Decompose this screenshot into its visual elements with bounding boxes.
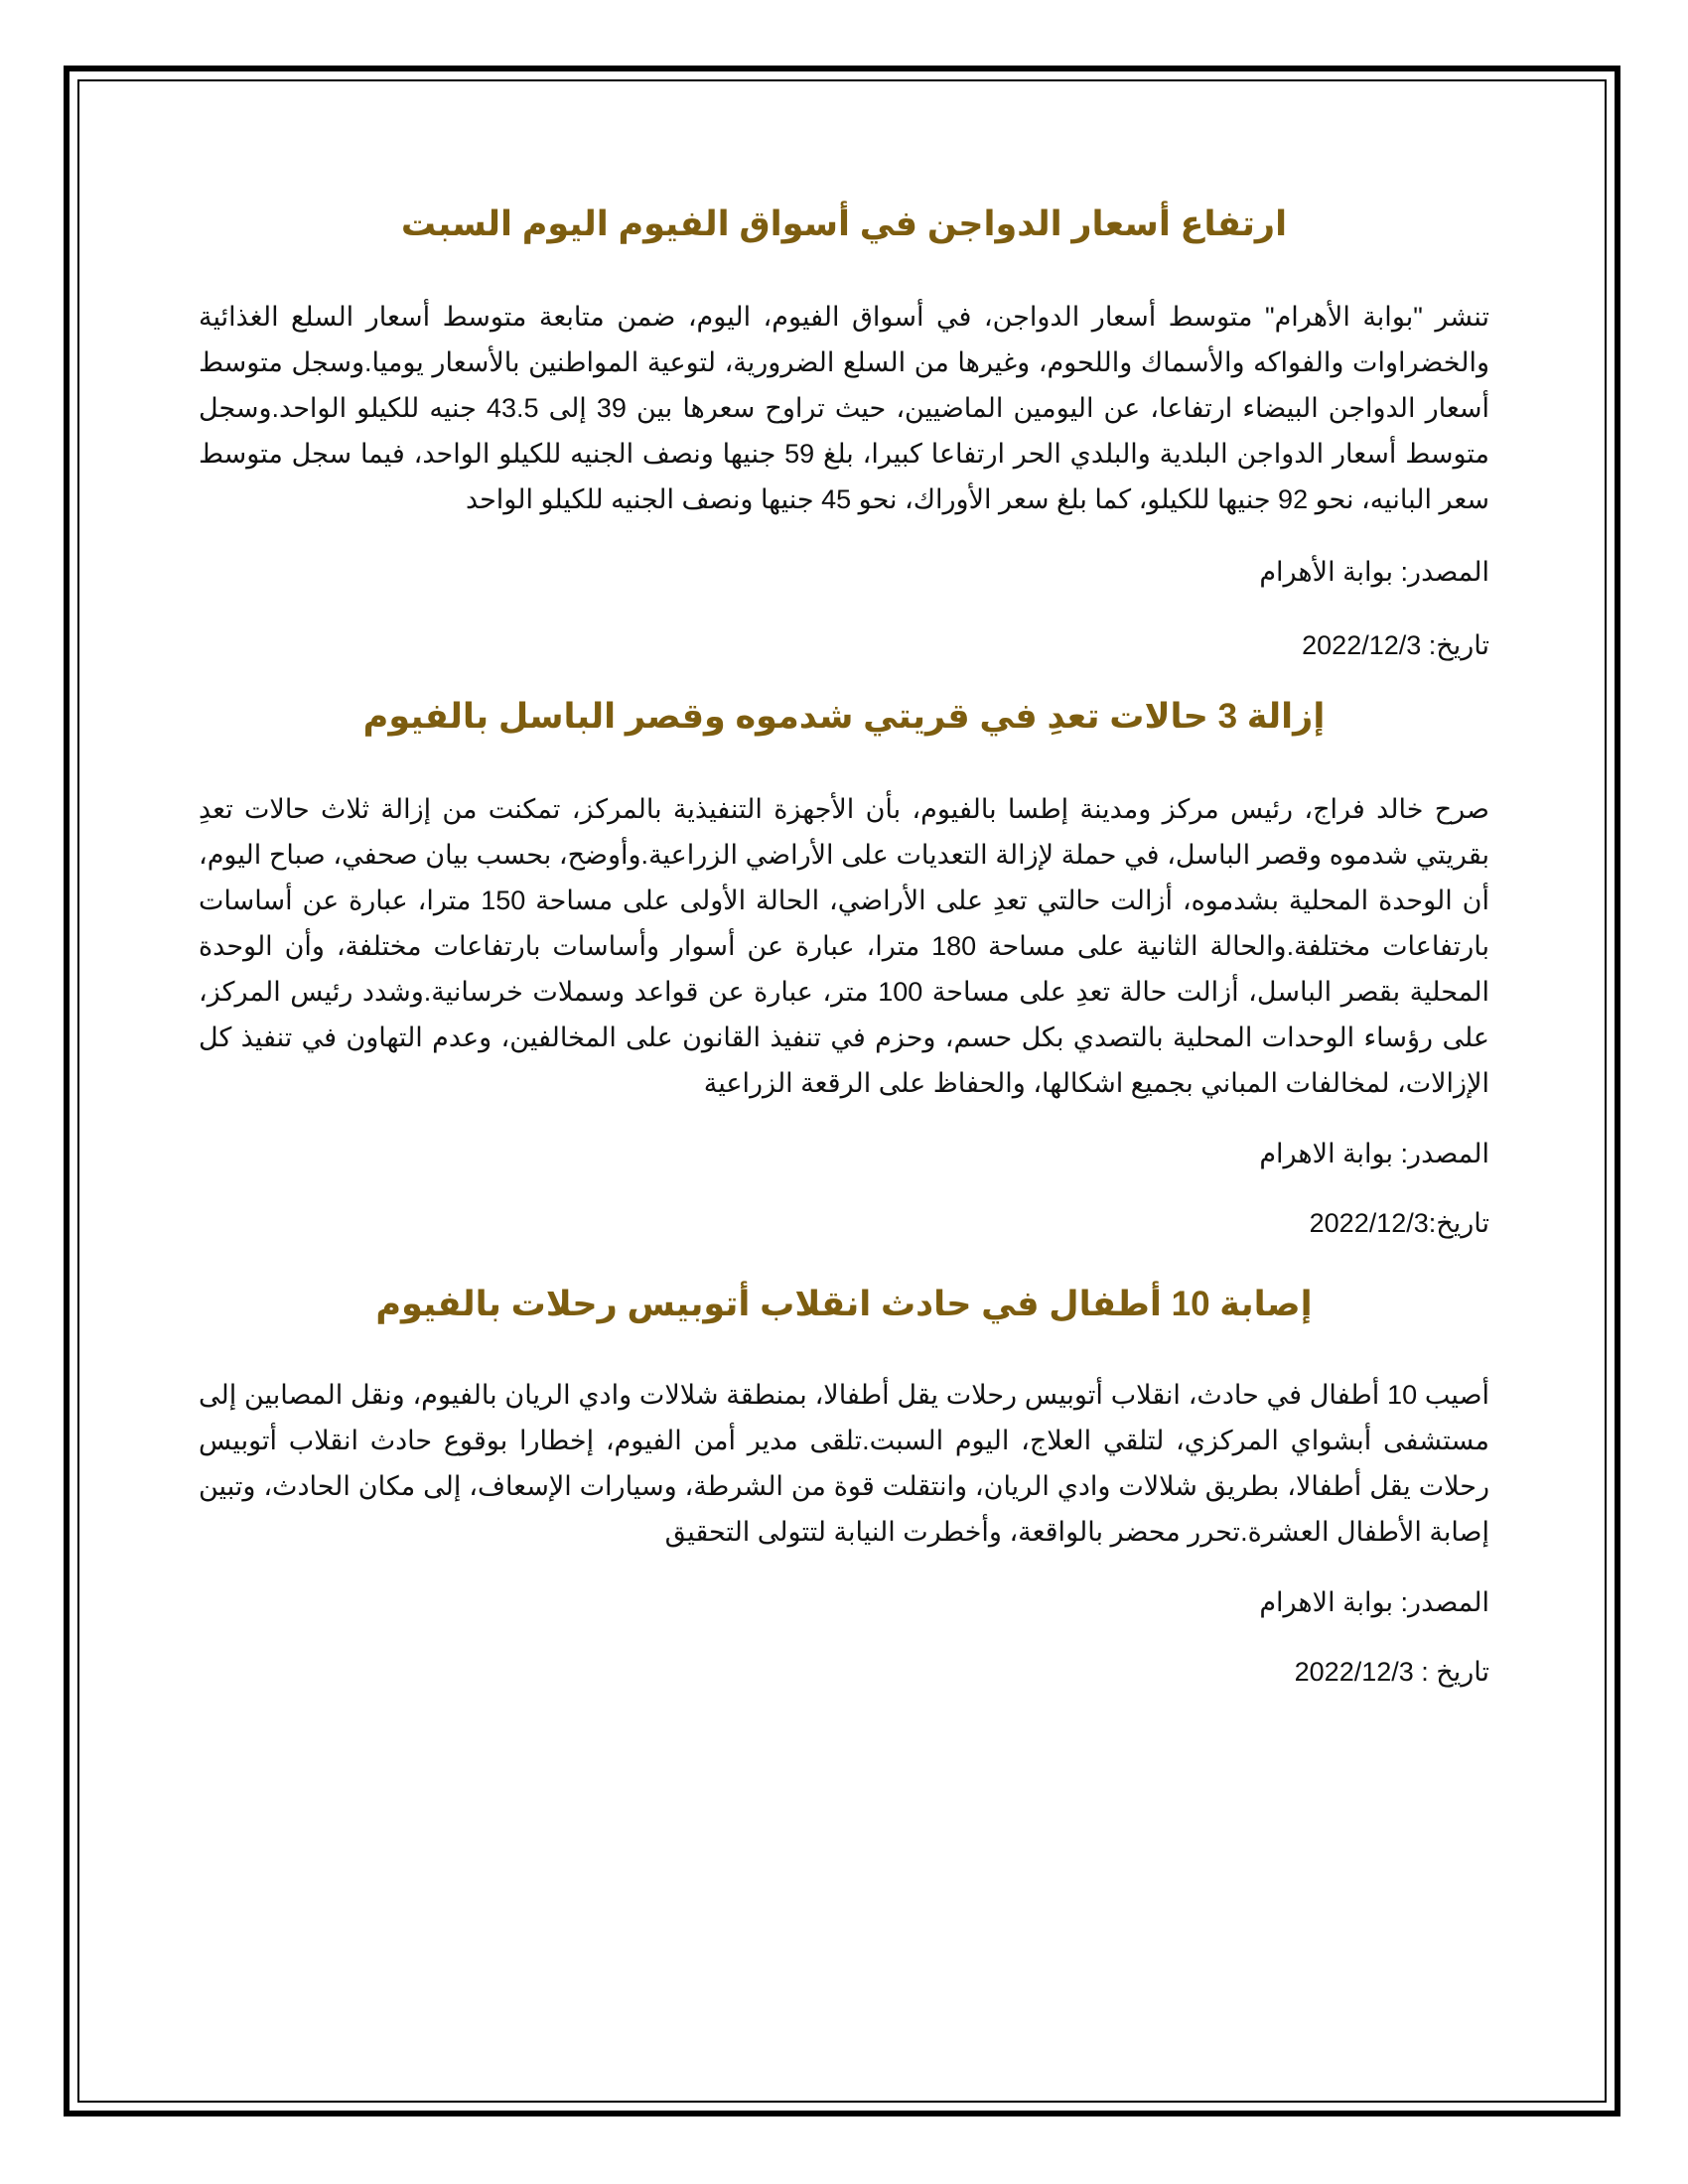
- article-encroachment-removal: [199, 691, 1489, 1243]
- article-source: المصدر: بوابة الاهرام: [1259, 1587, 1489, 1617]
- article-date: تاريخ : 2022/12/3: [1294, 1657, 1489, 1687]
- article-date: تاريخ: 2022/12/3: [1302, 630, 1489, 660]
- article-source: المصدر: بوابة الأهرام: [1259, 557, 1489, 587]
- article-title: إزالة 3 حالات تعدِ في قريتي شدموه وقصر الباسل بالفيوم: [362, 697, 1326, 736]
- document-content: [199, 199, 1489, 1692]
- article-bus-accident: [199, 1279, 1489, 1692]
- article-poultry-prices: [199, 199, 1489, 665]
- article-body: صرح خالد فراج، رئيس مركز ومدينة إطسا بالفيوم، بأن الأجهزة التنفيذية بالمركز، تمكنت من إزالة ثلاث حالات تعدِ بقريتي شدموه وقصر الباسل، في حملة لإزالة التعديات على الأراضي الزراعية.وأوضح، بحسب بيان صحفي، صباح اليوم، أن الوحدة المحلية بشدموه، أزالت حالتي تعدِ على الأراضي، الحالة الأولى على مساحة 150 مترا، عبارة عن أساسات بارتفاعات مختلفة.والحالة الثانية على مساحة 180 مترا، عبارة عن أسوار وأساسات بارتفاعات مختلفة، وأن الوحدة المحلية بقصر الباسل، أزالت حالة تعدِ على مساحة 100 متر، عبارة عن قواعد وسملات خرسانية.وشدد رئيس المركز، على رؤساء الوحدات المحلية بالتصدي بكل حسم، وحزم في تنفيذ القانون على المخالفين، وعدم التهاون في تنفيذ كل الإزالات، لمخالفات المباني بجميع اشكالها، والحفاظ على الرقعة الزراعية: [199, 794, 1489, 1098]
- article-body: أصيب 10 أطفال في حادث، انقلاب أتوبيس رحلات يقل أطفالا، بمنطقة شلالات وادي الريان بالفيوم، ونقل المصابين إلى مستشفى أبشواي المركزي، لتلقي العلاج، اليوم السبت.تلقى مدير أمن الفيوم، إخطارا بوقوع حادث انقلاب أتوبيس رحلات يقل أطفالا، بطريق شلالات وادي الريان، وانتقلت قوة من الشرطة، وسيارات الإسعاف، إلى مكان الحادث، وتبين إصابة الأطفال العشرة.تحرر محضر بالواقعة، وأخطرت النيابة لتتولى التحقيق: [199, 1380, 1489, 1547]
- article-body: تنشر "بوابة الأهرام" متوسط أسعار الدواجن، في أسواق الفيوم، اليوم، ضمن متابعة متوسط أسعار السلع الغذائية والخضراوات والفواكه والأسماك واللحوم، وغيرها من السلع الضرورية، لتوعية المواطنين بالأسعار يوميا.وسجل متوسط أسعار الدواجن البيضاء ارتفاعا، عن اليومين الماضيين، حيث تراوح سعرها بين 39 إلى 43.5 جنيه للكيلو الواحد.وسجل متوسط أسعار الدواجن البلدية والبلدي الحر ارتفاعا كبيرا، بلغ 59 جنيها ونصف الجنيه للكيلو الواحد، فيما سجل متوسط سعر البانيه، نحو 92 جنيها للكيلو، كما بلغ سعر الأوراك، نحو 45 جنيها ونصف الجنيه للكيلو الواحد: [199, 302, 1489, 514]
- article-date: تاريخ:2022/12/3: [1309, 1208, 1489, 1238]
- article-title: إصابة 10 أطفال في حادث انقلاب أتوبيس رحلات بالفيوم: [375, 1285, 1313, 1323]
- article-source: المصدر: بوابة الاهرام: [1259, 1139, 1489, 1168]
- article-title: ارتفاع أسعار الدواجن في أسواق الفيوم اليوم السبت: [400, 205, 1288, 243]
